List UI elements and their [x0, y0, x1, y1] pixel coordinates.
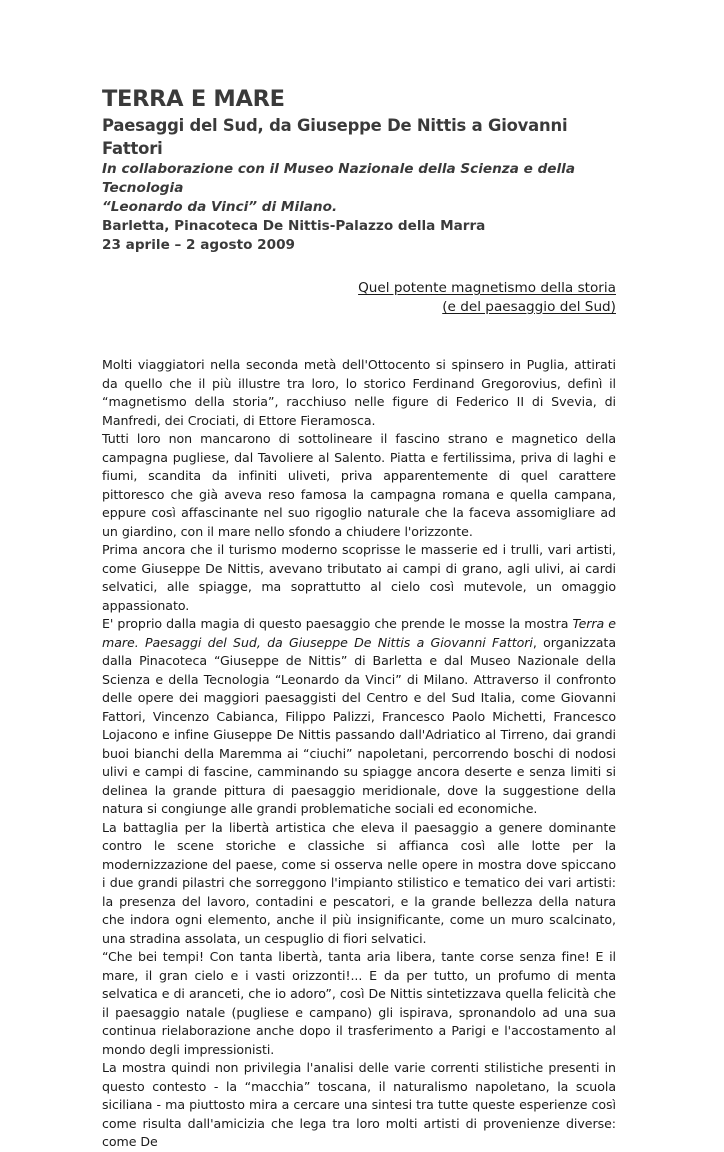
paragraph-4	[102, 615, 616, 819]
article-heading-line-1: Quel potente magnetismo della storia	[358, 280, 616, 296]
paragraph-2: Tutti loro non mancarono di sottolineare il fascino strano e magnetico della campagna pugliese, dal Tavoliere al Salento. Piatta e fertilissima, priva di laghi e fiumi, scandita da infiniti uliveti, priva apparentemente di quel carattere pittoresco che già aveva reso famosa la campagna romana e quella campana, eppure così affascinante nel suo rigoglio naturale che la faceva assomigliare ad un giardino, con il mare nello sfondo a chiudere l'orizzonte.	[102, 431, 616, 539]
collaboration-line-2: “Leonardo da Vinci” di Milano.	[102, 199, 338, 215]
paragraph-7: La mostra quindi non privilegia l'analisi delle varie correnti stilistiche presenti in questo contesto - la “macchia” toscana, il naturalismo napoletano, la scuola siciliana - ma piuttosto mira a cercare una sintesi tra tutte queste esperienze così come risulta dall'amicizia che lega tra loro molti artisti di provenienze diverse: come De	[102, 1060, 616, 1149]
paragraph-3: Prima ancora che il turismo moderno scoprisse le masserie ed i trulli, vari artisti, come Giuseppe De Nittis, avevano tributato ai campi di grano, agli ulivi, ai cardi selvatici, alle spiagge, ma soprattutto al cielo così mutevole, un omaggio appassionato.	[102, 542, 616, 613]
collaboration-line-1: In collaborazione con il Museo Nazionale della Scienza e della Tecnologia	[102, 161, 576, 196]
exhibition-venue: Barletta, Pinacoteca De Nittis-Palazzo della Marra	[102, 218, 486, 234]
article-body	[102, 356, 616, 1152]
article-heading-line-2: (e del paesaggio del Sud)	[442, 298, 616, 315]
exhibition-dates: 23 aprile – 2 agosto 2009	[102, 237, 295, 253]
paragraph-4-start: E' proprio dalla magia di questo paesaggio che prende le mosse la mostra	[102, 616, 573, 631]
paragraph-4-end: , organizzata dalla Pinacoteca “Giuseppe de Nittis” di Barletta e dal Museo Nazionale della Scienza e della Tecnologia “Leonardo da Vinci” di Milano. Attraverso il confronto delle opere dei maggiori paesaggisti del Centro e del Sud Italia, come Giovanni Fattori, Vincenzo Cabianca, Filippo Palizzi, Francesco Paolo Michetti, Francesco Lojacono e infine Giuseppe De Nittis passando dall'Adriatico al Tirreno, dai grandi buoi bianchi della Maremma ai “ciuchi” napoletani, percorrendo boschi di nodosi ulivi e campi di fascine, camminando su spiagge ancora deserte e senza limiti si delinea la grande pittura di paesaggio meridionale, dove la suggestione della natura si congiunge alle grandi problematiche sociali ed economiche.	[102, 634, 616, 816]
paragraph-1: Molti viaggiatori nella seconda metà dell'Ottocento si spinsero in Puglia, attirati da quello che il più illustre tra loro, lo storico Ferdinand Gregorovius, definì il “magnetismo della storia”, racchiuso nelle figure di Federico II di Svevia, di Manfredi, dei Crociati, di Ettore Fieramosca.	[102, 357, 616, 428]
article-heading	[102, 279, 616, 316]
paragraph-5: La battaglia per la libertà artistica che eleva il paesaggio a genere dominante contro le scene storiche e classiche si affianca così alle lotte per la modernizzazione del paese, come si osserva nelle opere in mostra dove spiccano i due grandi pilastri che sorreggono l'impianto stilistico e tematico dei vari artisti: la presenza del lavoro, contadini e pescatori, e la grande bellezza della natura che indora ogni elemento, anche il più insignificante, come un muro scalcinato, una stradina assolata, un cespuglio di fiori selvatici.	[102, 819, 616, 946]
document-content	[102, 84, 616, 1152]
exhibition-title: TERRA E MARE	[102, 86, 285, 112]
exhibition-title-inline: Terra e mare. Paesaggi del Sud, da Giuseppe De Nittis a Giovanni Fattori	[102, 616, 616, 650]
paragraph-6: “Che bei tempi! Con tanta libertà, tanta aria libera, tante corse senza fine! E il mare, il gran cielo e i vasti orizzonti!... E da per tutto, un profumo di menta selvatica e di aranceti, che io adoro”, così De Nittis sintetizzava quella felicità che il paesaggio natale (pugliese e campano) gli ispirava, spronandolo ad una sua continua rielaborazione anche dopo il trasferimento a Parigi e l'accostamento al mondo degli impressionisti.	[102, 949, 616, 1057]
exhibition-subtitle: Paesaggi del Sud, da Giuseppe De Nittis a Giovanni Fattori	[102, 116, 568, 158]
